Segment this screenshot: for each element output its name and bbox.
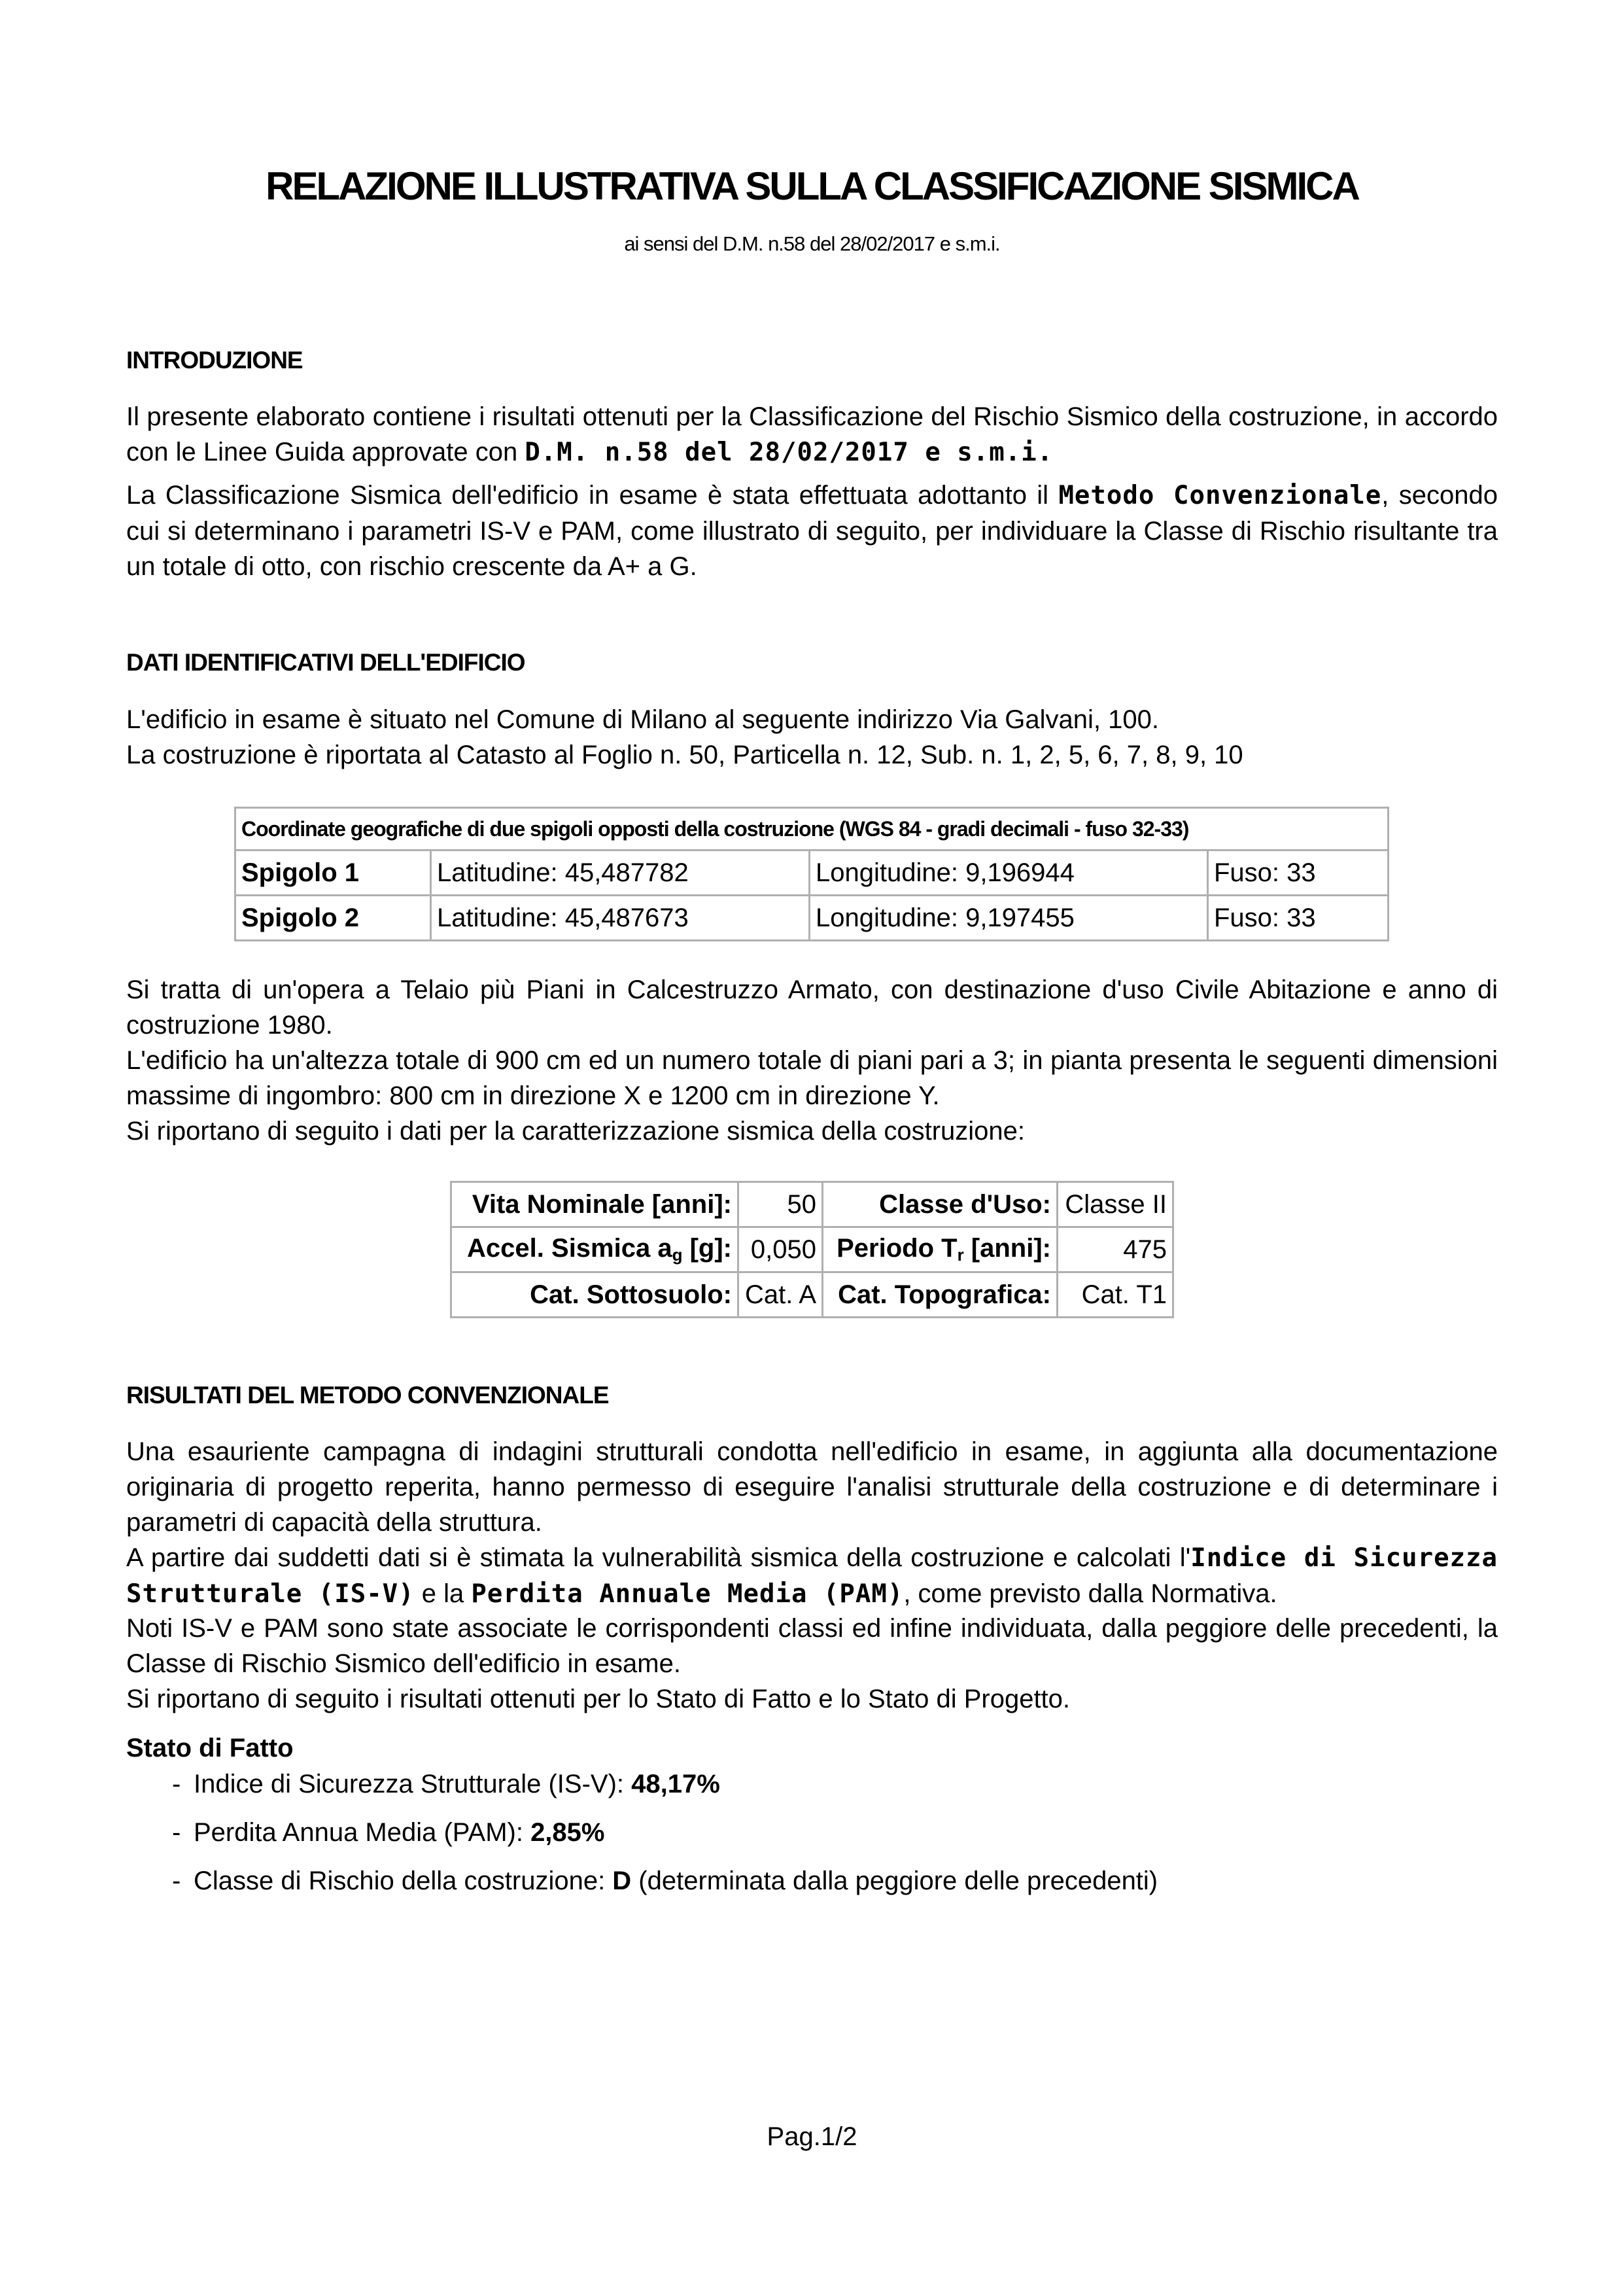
seismic-accel-value: 0,050 bbox=[738, 1227, 823, 1272]
coordinates-table bbox=[234, 807, 1389, 941]
seismic-accel-text: Accel. Sismica a bbox=[467, 1234, 672, 1263]
results-p2-isv: Indice di Sicurezza Strutturale (IS-V) bbox=[126, 1543, 1498, 1609]
topographic-category-value: Cat. T1 bbox=[1058, 1272, 1173, 1318]
subsoil-category-label: Cat. Sottosuolo: bbox=[451, 1272, 738, 1318]
intro-paragraph-2 bbox=[126, 478, 1498, 584]
results-p2-pam: Perdita Annuale Media (PAM) bbox=[471, 1579, 904, 1609]
use-class-label: Classe d'Uso: bbox=[823, 1182, 1058, 1227]
building-description-1: Si tratta di un'opera a Telaio più Piani in Calcestruzzo Armato, con destinazione d'uso Civile Abitazione e anno di costruzione 1980. bbox=[126, 975, 1498, 1040]
identification-line-1: L'edificio in esame è situato nel Comune di Milano al seguente indirizzo Via Galvani, 100. bbox=[126, 705, 1159, 734]
table-row bbox=[451, 1227, 1173, 1272]
results-paragraph-3: Noti IS-V e PAM sono state associate le corrispondenti classi ed infine individuata, dalla peggiore delle precedenti, la Classe di Rischio Sismico dell'edificio in esame. bbox=[126, 1614, 1498, 1678]
return-period-value: 475 bbox=[1058, 1227, 1173, 1272]
result-label: Indice di Sicurezza Strutturale (IS-V): bbox=[194, 1770, 632, 1798]
latitude-cell: Latitudine: 45,487673 bbox=[431, 896, 810, 941]
longitude-cell: Longitudine: 9,197455 bbox=[810, 896, 1208, 941]
results-list bbox=[126, 1760, 1158, 1905]
return-period-unit: [anni]: bbox=[963, 1234, 1051, 1263]
results-paragraph-1: Una esauriente campagna di indagini strutturali condotta nell'edificio in esame, in aggiunta alla documentazione originaria di progetto reperita, hanno permesso di eseguire l'analisi strutturale della costruzione e di determinare i parametri di capacità della struttura. bbox=[126, 1437, 1498, 1537]
corner-label: Spigolo 2 bbox=[235, 896, 431, 941]
document-subtitle: ai sensi del D.M. n.58 del 28/02/2017 e s.m.i. bbox=[624, 232, 1000, 255]
table-row bbox=[451, 1182, 1173, 1227]
results-p2-b: e la bbox=[414, 1579, 472, 1608]
intro-heading: INTRODUZIONE bbox=[126, 347, 303, 374]
zone-cell: Fuso: 33 bbox=[1208, 896, 1389, 941]
subsoil-category-value: Cat. A bbox=[738, 1272, 823, 1318]
topographic-category-label: Cat. Topografica: bbox=[823, 1272, 1058, 1318]
page-number: Pag.1/2 bbox=[767, 2122, 857, 2151]
result-label: Perdita Annua Media (PAM): bbox=[194, 1818, 531, 1847]
intro-p2-method: Metodo Convenzionale bbox=[1058, 481, 1382, 510]
table-row bbox=[451, 1272, 1173, 1318]
nominal-life-value: 50 bbox=[738, 1182, 823, 1227]
list-item bbox=[126, 1808, 1158, 1857]
return-period-text: Periodo T bbox=[837, 1234, 958, 1263]
list-item bbox=[126, 1857, 1158, 1905]
table-row bbox=[235, 850, 1389, 896]
building-description-3: Si riportano di seguito i dati per la caratterizzazione sismica della costruzione: bbox=[126, 1117, 1026, 1146]
result-note: (determinata dalla peggiore delle precedenti) bbox=[631, 1866, 1158, 1895]
list-item bbox=[126, 1760, 1158, 1808]
dash-bullet: - bbox=[172, 1818, 181, 1847]
longitude-cell: Longitudine: 9,196944 bbox=[810, 850, 1208, 896]
intro-p2-a: La Classificazione Sismica dell'edificio in esame è stata effettuata adottanto il bbox=[126, 481, 1059, 510]
return-period-subscript: r bbox=[957, 1245, 964, 1265]
seismic-data-table bbox=[450, 1181, 1174, 1318]
use-class-value: Classe II bbox=[1058, 1182, 1173, 1227]
results-paragraph-2 bbox=[126, 1540, 1498, 1612]
results-p2-c: , come previsto dalla Normativa. bbox=[903, 1579, 1277, 1608]
dash-bullet: - bbox=[172, 1770, 181, 1798]
building-description-2: L'edificio ha un'altezza totale di 900 cm ed un numero totale di piani pari a 3; in pianta presenta le seguenti dimensioni massime di ingombro: 800 cm in direzione X e 1200 cm in direzione Y. bbox=[126, 1046, 1498, 1110]
seismic-accel-subscript: g bbox=[672, 1245, 683, 1265]
seismic-accel-unit: [g]: bbox=[682, 1234, 732, 1263]
intro-paragraph-1 bbox=[126, 399, 1498, 470]
identification-line-2: La costruzione è riportata al Catasto al Foglio n. 50, Particella n. 12, Sub. n. 1, 2, 5, 6, 7, 8, 9, 10 bbox=[126, 741, 1243, 769]
results-p2-a: A partire dai suddetti dati si è stimata la vulnerabilità sismica della costruzione e calcolati l' bbox=[126, 1543, 1191, 1572]
table-row bbox=[235, 896, 1389, 941]
results-paragraph-4: Si riportano di seguito i risultati ottenuti per lo Stato di Fatto e lo Stato di Progetto. bbox=[126, 1685, 1071, 1713]
zone-cell: Fuso: 33 bbox=[1208, 850, 1389, 896]
result-label: Classe di Rischio della costruzione: bbox=[194, 1866, 613, 1895]
result-value: D bbox=[612, 1866, 632, 1895]
return-period-label bbox=[823, 1227, 1058, 1272]
nominal-life-label: Vita Nominale [anni]: bbox=[451, 1182, 738, 1227]
result-value: 2,85% bbox=[530, 1818, 605, 1847]
intro-p2-b: , secondo cui si determinano i parametri IS-V e PAM, come illustrato di seguito, per individuare la Classe di Rischio risultante tra un totale di otto, con rischio crescente da A+ a G. bbox=[126, 481, 1498, 581]
latitude-cell: Latitudine: 45,487782 bbox=[431, 850, 810, 896]
seismic-accel-label bbox=[451, 1227, 738, 1272]
intro-p1-decree: D.M. n.58 del 28/02/2017 e s.m.i. bbox=[525, 438, 1054, 467]
coordinates-header: Coordinate geografiche di due spigoli opposti della costruzione (WGS 84 - gradi decimali - fuso 32-33) bbox=[235, 808, 1389, 850]
document-title: RELAZIONE ILLUSTRATIVA SULLA CLASSIFICAZIONE SISMICA bbox=[266, 164, 1358, 208]
corner-label: Spigolo 1 bbox=[235, 850, 431, 896]
state-of-fact-heading: Stato di Fatto bbox=[126, 1734, 294, 1762]
identification-heading: DATI IDENTIFICATIVI DELL'EDIFICIO bbox=[126, 649, 525, 676]
result-value: 48,17% bbox=[631, 1770, 720, 1798]
intro-p1-text: Il presente elaborato contiene i risultati ottenuti per la Classificazione del Rischio Sismico della costruzione, in accordo con le Linee Guida approvate con bbox=[126, 402, 1498, 466]
coordinates-header-row bbox=[235, 808, 1389, 850]
results-heading: RISULTATI DEL METODO CONVENZIONALE bbox=[126, 1382, 609, 1409]
dash-bullet: - bbox=[172, 1866, 181, 1895]
